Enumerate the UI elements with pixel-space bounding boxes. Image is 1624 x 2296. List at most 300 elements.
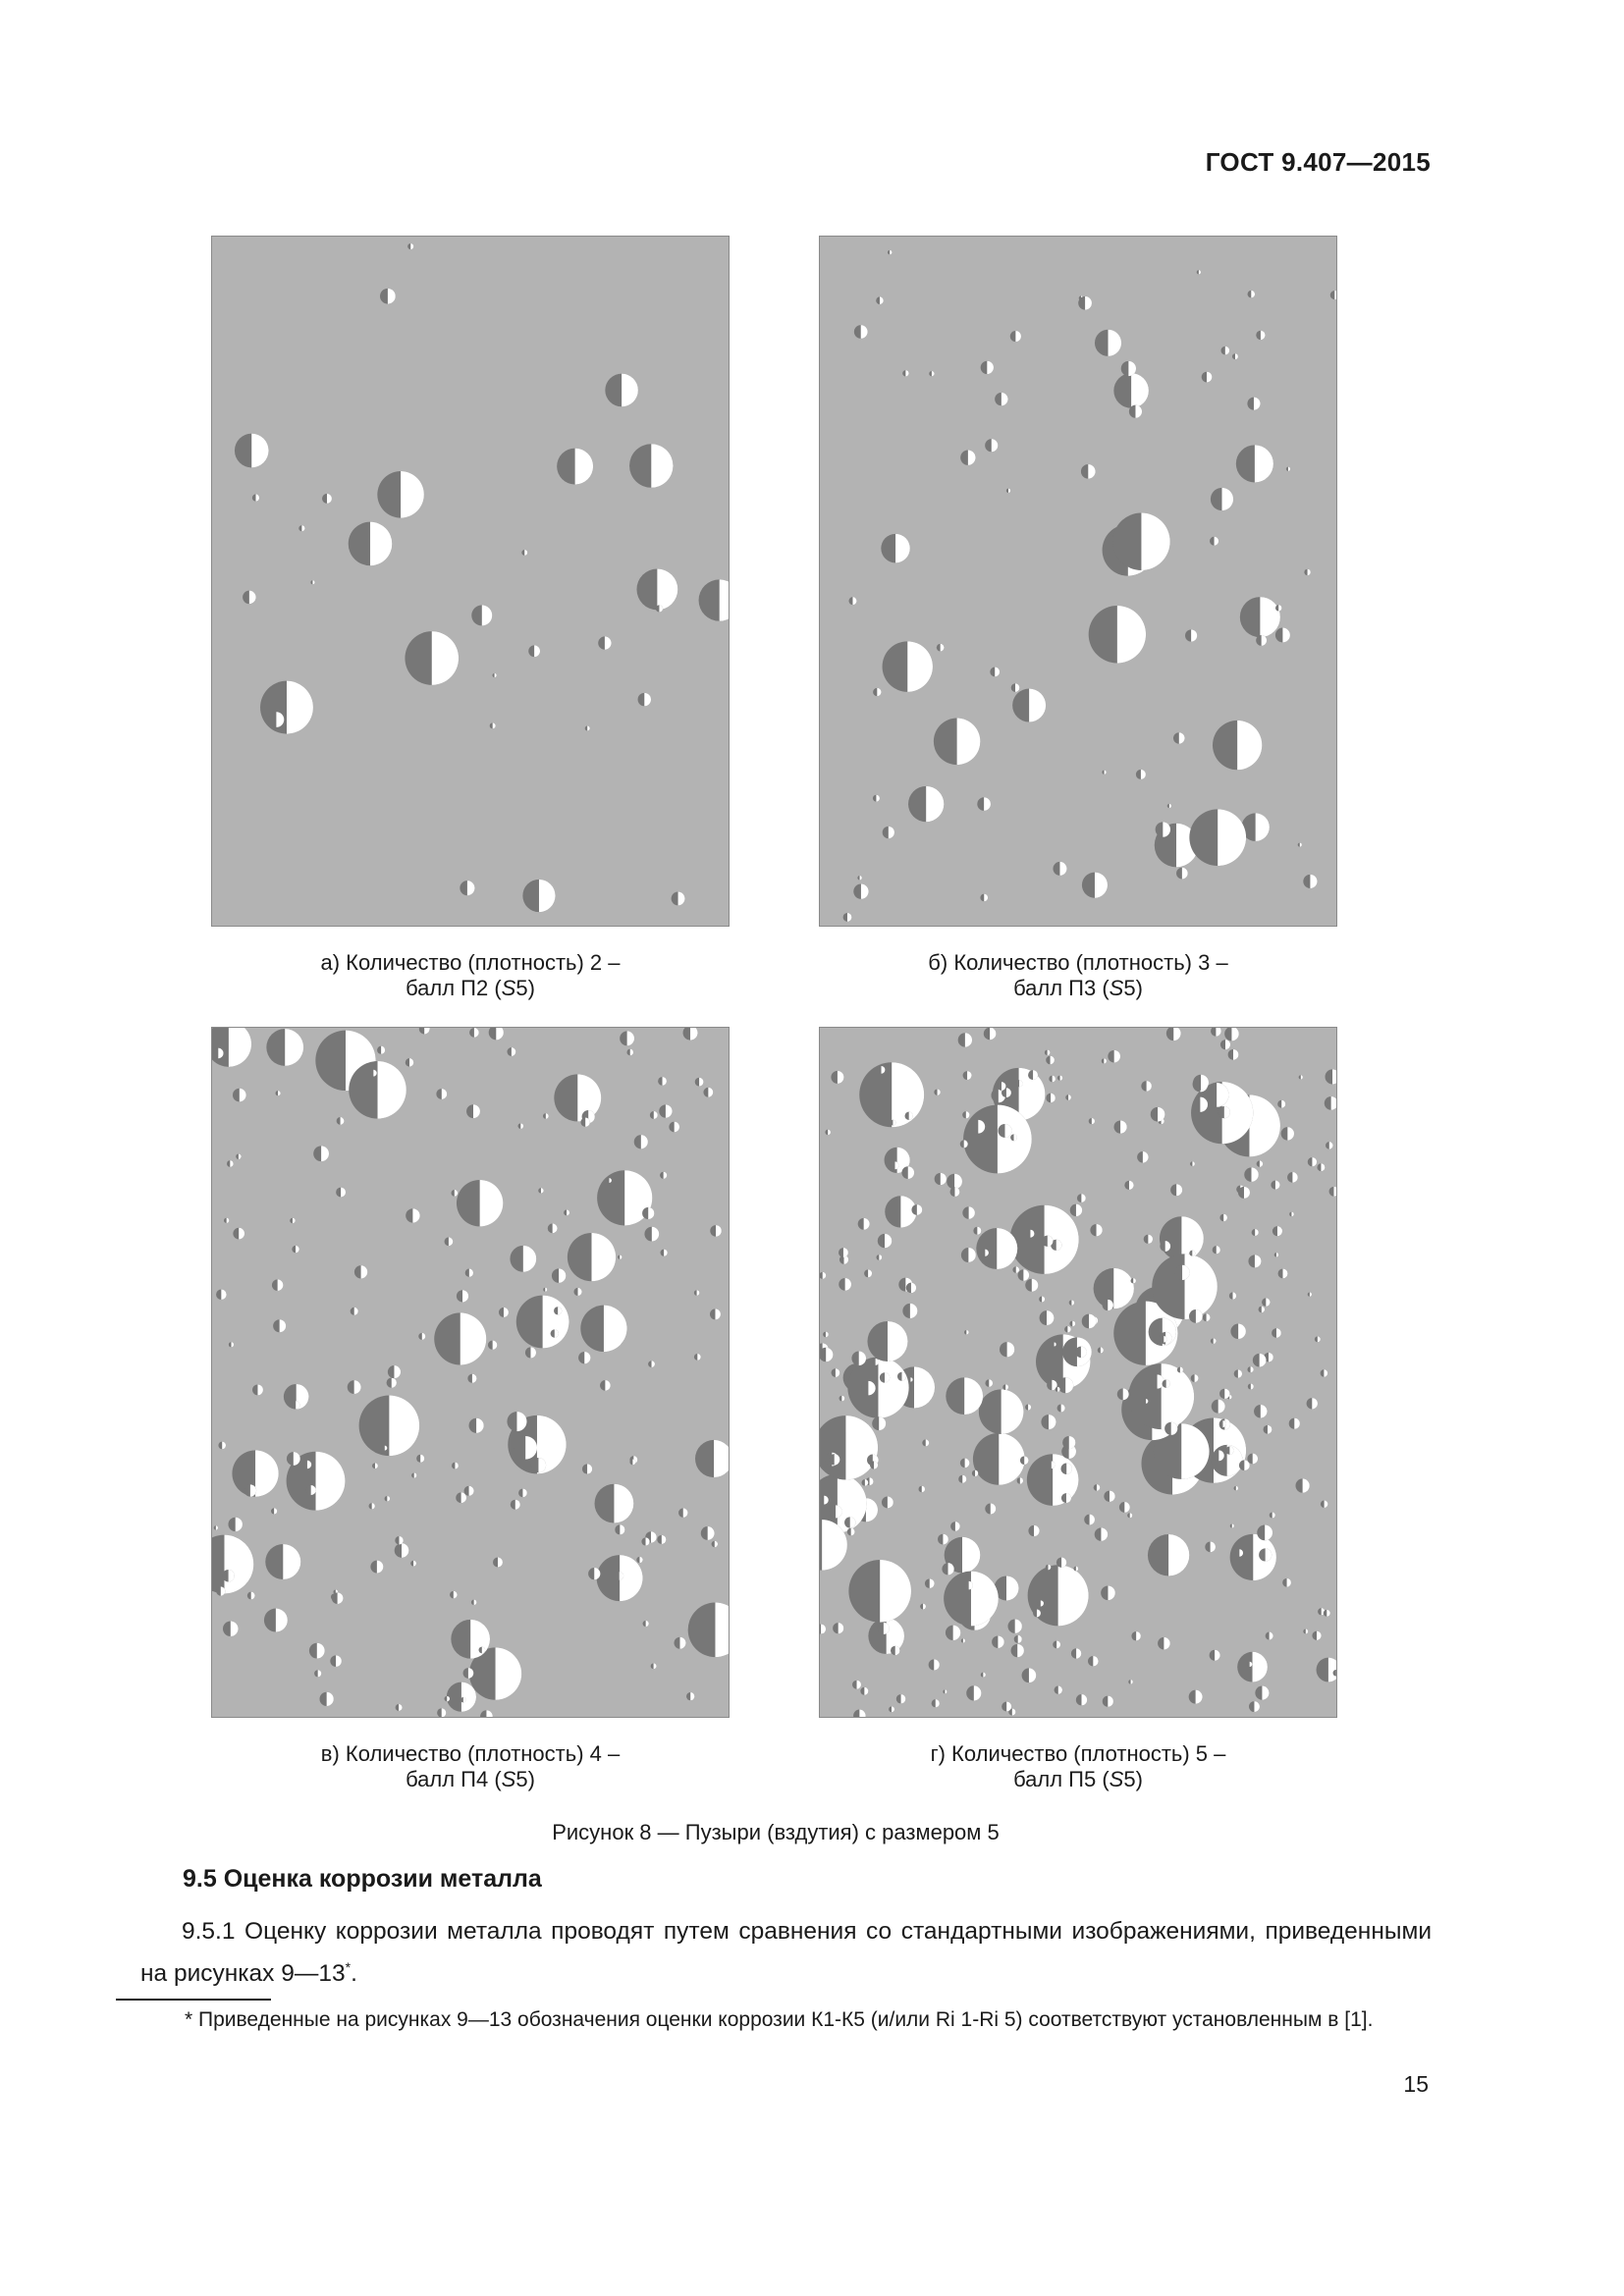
blister [995,393,1007,405]
blister [1057,1076,1062,1081]
blister [395,1543,409,1558]
blister [1308,1157,1317,1166]
blister [659,1104,672,1117]
blister [985,439,998,452]
blister [694,1354,701,1361]
blister [1270,1512,1275,1518]
blister [1304,569,1310,575]
blister [336,1188,346,1198]
blister [976,1228,1017,1269]
blister [1076,1694,1087,1705]
blister [992,1635,1004,1648]
blister [922,1439,929,1446]
blister [962,1206,975,1219]
blister [1049,1076,1056,1083]
blister [966,1685,981,1700]
blister [634,1135,648,1148]
page-number: 15 [1403,2071,1429,2097]
blister [1113,373,1149,408]
blister [861,1381,875,1396]
blister [314,1670,321,1677]
blister [873,795,880,802]
blister [377,471,424,518]
blister [946,1626,960,1640]
blister [901,1166,914,1179]
footnote: * Приведенные на рисунках 9—13 обозначения оценки коррозии К1-К5 (и/или Ri 1-Ri 5) соответствуют установленным в [1]. [185,2008,1374,2031]
blister [490,722,496,728]
blister [1160,1216,1204,1260]
blister [1144,1235,1153,1244]
blister [896,1694,906,1704]
footnote-mark: * [345,1959,352,1975]
blister [660,1172,667,1179]
blister [644,1227,659,1242]
blister [1277,1100,1285,1108]
blister [977,797,991,811]
blister [872,1359,879,1365]
blister [1271,1181,1279,1190]
blister [947,1174,962,1190]
blister [1069,1300,1074,1305]
blister [600,1380,611,1391]
blister [313,1146,329,1161]
blister [1053,862,1066,876]
blister [1131,1278,1136,1283]
blister [214,1525,218,1529]
blister [1055,1685,1062,1693]
blister [1248,1255,1261,1267]
blister [1249,1701,1260,1712]
blister [450,1591,458,1599]
blister [273,1319,286,1332]
blister [271,1508,277,1514]
blister [964,1330,969,1335]
blister [607,1178,612,1183]
blister [847,1528,855,1536]
blister [888,250,892,254]
blister [839,1248,848,1257]
blister [710,1308,721,1319]
blister [517,1123,523,1129]
blister [1321,1369,1328,1377]
blister [1039,1296,1045,1302]
blister [878,1623,890,1634]
blister [960,1459,970,1468]
blister [1104,1491,1114,1502]
blister [1167,804,1171,808]
blister [1014,1635,1022,1643]
blister [1247,1662,1252,1667]
blister [1128,1363,1194,1429]
blister [1136,770,1146,779]
blister [396,1704,403,1711]
blister [1006,489,1010,493]
blister [1046,1056,1055,1065]
blister [873,688,881,696]
blister [710,1225,722,1237]
blister [1148,1534,1189,1575]
document-designation: ГОСТ 9.407—2015 [1205,147,1431,177]
blister [929,371,934,376]
blister [1000,1342,1014,1357]
blister [920,1604,926,1610]
blister [1191,1374,1199,1382]
blister [1040,1310,1055,1325]
blister [844,1517,855,1527]
blister [1012,689,1046,722]
blister [510,1246,536,1272]
blister [1307,1398,1318,1409]
blister [859,1062,924,1127]
blister [701,1526,715,1540]
blister [1193,1075,1209,1091]
blister [695,1078,704,1087]
blister [1211,488,1233,510]
blister [388,1365,401,1378]
blister [938,1534,948,1545]
caption-a-line2: балл П2 (S5) [406,976,535,1000]
blister [444,1696,450,1702]
blister [1205,1083,1229,1107]
blister [629,1459,635,1465]
blister [1020,1456,1029,1465]
blister [902,370,908,376]
blister [881,534,909,562]
blister [1064,1326,1071,1333]
blister [964,1581,973,1590]
blister [464,1486,474,1496]
blister [854,325,868,339]
blister [1053,1342,1056,1346]
blister [1238,1187,1250,1199]
blister [942,1563,953,1575]
blister [864,1269,872,1277]
blister [605,374,638,407]
blister [229,1342,234,1347]
blister [354,1265,367,1278]
blister [1237,1652,1268,1682]
blister [908,1377,912,1381]
blister [260,681,313,734]
blister [1257,1524,1272,1540]
blister [1202,372,1213,383]
blister [525,1347,536,1358]
blister [620,1031,634,1045]
blister [243,591,256,605]
blister [878,1234,892,1248]
blister [1094,1484,1101,1491]
blister [935,1173,947,1185]
blister [1095,330,1121,356]
blister [636,568,677,610]
blister [823,1332,829,1338]
blister [963,1105,1032,1174]
blister [406,1208,419,1222]
blister [1094,1268,1134,1308]
blister [507,1047,515,1056]
blister [370,1070,377,1077]
blister [1038,1600,1044,1606]
blister [897,1372,906,1381]
blister [516,1296,569,1349]
blister [1244,1167,1259,1182]
blister [1057,1377,1073,1393]
blister [626,1049,633,1056]
blister [1221,347,1230,355]
footnote-divider [116,1999,271,2001]
blister [451,1620,490,1659]
blister [925,1578,935,1588]
blister [1016,1080,1023,1087]
blister [1018,1269,1030,1281]
blister [650,1111,658,1119]
blister [848,1560,911,1623]
blister [832,1368,840,1377]
caption-d-line2: балл П5 (S5) [1013,1767,1143,1791]
blister [554,1307,562,1314]
blister [1012,1266,1019,1273]
blister [385,1496,391,1502]
blister [946,1377,983,1415]
caption-c-line2: балл П4 (S5) [406,1767,535,1791]
blister [902,1304,917,1318]
blister [1259,1548,1272,1561]
blister [656,605,663,612]
blister [233,1228,244,1240]
blister [958,1033,972,1046]
blister [880,1372,890,1382]
blister [478,1647,485,1654]
blister [1219,1389,1230,1400]
blister [216,1289,227,1300]
blister [943,1689,947,1693]
blister [1084,1515,1095,1525]
blister [998,1082,1006,1091]
blister [1289,1418,1300,1429]
blister [488,1341,497,1350]
blister [1041,1415,1056,1429]
blister [1042,1236,1053,1247]
blister [911,1204,922,1215]
blister [1213,721,1262,770]
blister [1065,1095,1071,1100]
blister [244,1484,256,1496]
blister [511,1500,520,1510]
blister [471,605,492,625]
blister [1234,1486,1238,1490]
blister-pattern-a [212,237,729,926]
blister [382,1446,387,1451]
blister [1078,296,1092,310]
blister [985,1504,996,1515]
blister [252,494,259,501]
blister [1033,1610,1041,1618]
blister [678,1508,687,1517]
blister [876,296,884,304]
blister [1257,1160,1263,1166]
blister [891,1120,896,1126]
blister [852,1681,861,1689]
blister [543,1113,549,1119]
blister [1053,1641,1060,1649]
blister [395,1536,403,1544]
blister [1069,1321,1075,1327]
blister [847,1357,908,1417]
blister [247,1592,255,1600]
blister [369,1503,375,1509]
blister [1144,1399,1149,1404]
blister [615,1572,623,1580]
blister [1248,291,1256,298]
blister [1141,1081,1152,1092]
blister-image-density-3 [819,236,1337,927]
blister [522,880,555,912]
blister [982,1250,989,1256]
blister [1299,1075,1303,1079]
caption-b [819,950,1337,1001]
blister [1098,1347,1104,1353]
blister [1170,1184,1182,1196]
blister [848,597,856,605]
blister [1252,1229,1259,1236]
blister [1218,1106,1230,1118]
blister [1303,875,1317,888]
blister [972,1470,978,1476]
blister [615,1524,624,1534]
blister [1321,1501,1327,1508]
blister [436,1089,447,1099]
blister [1232,353,1238,359]
blister [330,1655,342,1667]
caption-d-line1: г) Количество (плотность) 5 – [930,1741,1226,1766]
blister [1308,1292,1312,1296]
blister [1229,1292,1236,1299]
section-heading: 9.5 Оценка коррозии металла [183,1865,542,1893]
blister [1317,1163,1325,1171]
blister [306,1485,316,1495]
blister [960,450,975,464]
blister [918,1486,925,1493]
blister [1193,1097,1208,1112]
blister [934,719,981,766]
blister [418,1333,425,1340]
blister [1230,1324,1245,1340]
blister [1256,635,1267,646]
blister [1212,1400,1225,1414]
blister [1189,809,1246,866]
blister [290,1218,295,1223]
blister [1127,1513,1132,1518]
blister [1176,868,1188,880]
blister [1214,1450,1224,1461]
blister [1002,1384,1008,1390]
blister [370,1561,383,1574]
blister [1189,1690,1203,1704]
blister [820,1496,829,1505]
blister [578,1352,590,1363]
blister [1160,1241,1170,1252]
blister [216,1586,225,1595]
blister [1073,1567,1078,1572]
blister [661,1250,668,1256]
surface-background [212,1028,729,1717]
blister [1112,512,1169,569]
blister-image-density-5 [819,1027,1337,1718]
blister-image-density-2 [211,236,730,927]
blister [932,1699,940,1707]
blister [1129,405,1142,418]
blister [292,1401,299,1409]
blister [648,1361,655,1367]
blister [1210,1650,1220,1661]
blister [1128,1680,1133,1684]
blister [1295,1478,1309,1492]
blister [675,1637,686,1649]
blister [1161,1336,1167,1343]
blister [860,1687,868,1695]
blister [223,1621,239,1636]
blister [1275,605,1281,611]
blister [1088,1656,1099,1667]
blister [669,1122,679,1133]
blister [1082,873,1108,898]
blister [1275,627,1290,642]
blister [1247,1454,1258,1465]
blister [981,361,994,374]
blister [292,1246,298,1253]
blister [452,1190,459,1197]
blister [564,1209,569,1215]
paragraph-9-5-1: 9.5.1 Оценку коррозии металла проводят путем сравнения со стандартными изображениями, приведенными на рисунках 9—13*. [140,1918,1432,1988]
blister [499,1308,509,1317]
blister [377,1046,385,1054]
blister [1011,1644,1024,1657]
blister [269,712,285,727]
blister [1210,537,1218,546]
blister [1124,1181,1133,1190]
blister [337,1117,345,1125]
blister [467,1374,476,1383]
blister [1119,1502,1130,1513]
blister [839,1396,845,1402]
blister [598,636,611,649]
blister [551,1329,559,1337]
blister [843,913,852,922]
blister [642,1207,654,1219]
blister [1274,1253,1278,1256]
blister [463,1668,474,1679]
blister [1108,1050,1120,1063]
blister [236,1153,241,1158]
blister [460,881,474,895]
blister [351,1308,358,1315]
blister [867,1321,907,1362]
blister [218,1442,226,1450]
blister [825,1130,831,1136]
blister [962,1111,969,1118]
blister [303,1461,311,1469]
blister [406,1058,413,1067]
blister [1028,1070,1038,1080]
blister [885,1196,916,1227]
blister [839,1278,851,1291]
blister [1056,1557,1066,1567]
blister [507,1412,526,1431]
blister [1061,1493,1071,1503]
blister [883,641,933,691]
blister [1007,1619,1021,1632]
blister [1075,1347,1086,1358]
